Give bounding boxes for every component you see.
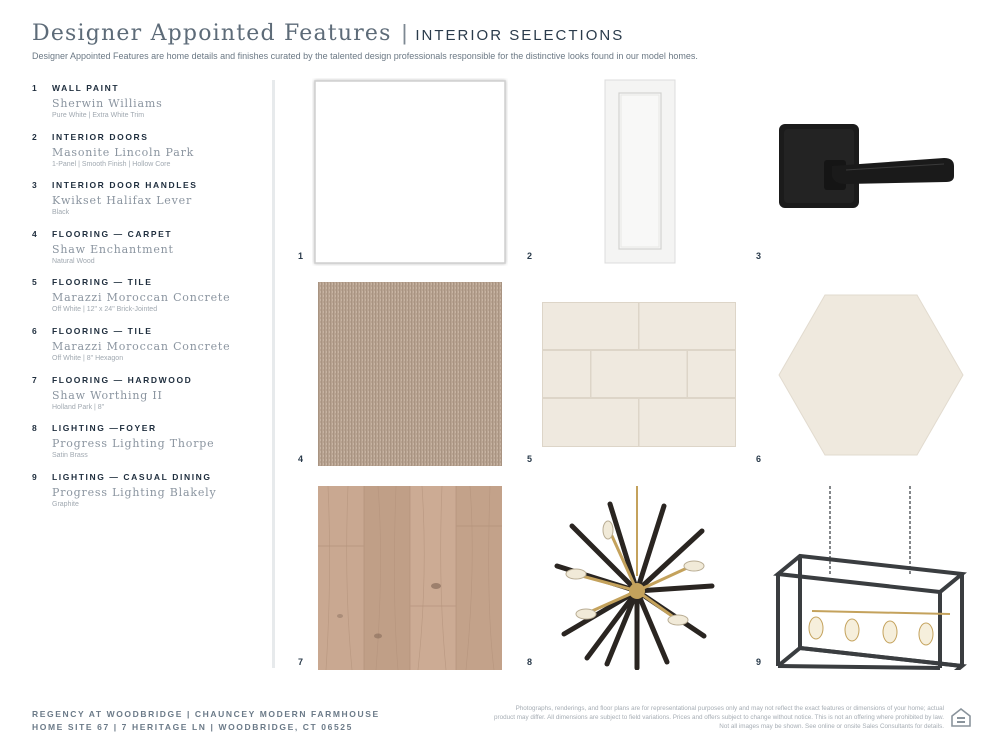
spec-product: Kwikset Halifax Lever (52, 194, 193, 208)
spec-item (32, 325, 272, 374)
tile-number: 4 (298, 454, 304, 464)
spec-number: 4 (32, 228, 39, 239)
spec-item (32, 228, 272, 277)
spec-category: WALL PAINT (52, 83, 120, 93)
spec-detail: Off White | 8" Hexagon (52, 354, 124, 362)
spec-product: Shaw Enchantment (52, 242, 174, 256)
page-title: Designer Appointed Features (32, 21, 392, 46)
column-divider (272, 80, 275, 668)
spec-item (32, 471, 272, 520)
spec-detail: Natural Wood (52, 257, 95, 265)
spec-product: Shaw Worthing II (52, 388, 163, 402)
spec-item (32, 374, 272, 423)
spec-product: Progress Lighting Blakely (52, 485, 217, 499)
title-separator: | (401, 20, 408, 45)
paint-swatch-icon (312, 78, 508, 266)
spec-item (32, 82, 272, 131)
brick-tile-icon (542, 302, 736, 447)
spec-category: FLOORING — TILE (52, 325, 153, 336)
spec-product: Masonite Lincoln Park (52, 145, 195, 159)
spec-category: INTERIOR DOOR HANDLES (52, 180, 198, 191)
spec-category: FLOORING — HARDWOOD (52, 374, 193, 385)
spec-detail: Black (52, 209, 70, 217)
footer-community: REGENCY AT WOODBRIDGE | CHAUNCEY MODERN FARMHOUSE (32, 709, 380, 719)
spec-number: 9 (32, 471, 39, 482)
spec-number: 3 (32, 180, 39, 191)
spec-detail: Satin Brass (52, 452, 88, 460)
spec-item (32, 131, 272, 180)
door-icon (604, 79, 676, 264)
tile-number: 3 (756, 251, 762, 261)
spec-detail: Graphite (52, 500, 79, 508)
page-header (32, 20, 972, 61)
tile-number: 1 (298, 251, 304, 261)
page-description: Designer Appointed Features are home details and finishes curated by the talented design professionals responsible for the distinctive looks found in our model homes. (32, 51, 698, 61)
spec-item (32, 276, 272, 325)
tile-number: 9 (756, 657, 762, 667)
spec-detail: Off White | 12" x 24" Brick-Jointed (52, 306, 158, 314)
spec-category: LIGHTING —FOYER (52, 423, 157, 434)
spec-item (32, 422, 272, 471)
tile-number: 7 (298, 657, 304, 667)
tile-number: 5 (527, 454, 533, 464)
carpet-swatch-icon (318, 282, 502, 466)
linear-chandelier-icon (772, 486, 968, 670)
spec-list (32, 82, 272, 519)
tile-number: 2 (527, 251, 533, 261)
footer-disclaimer: Photographs, renderings, and floor plans are for representational purposes only and may not reflect the exact features or dimensions of your home; actual product may differ. All dimensions are subject to field variations. Prices and offers subject to change without notice. This is not an offering where prohibited by law. Not all images may be shown. See online or onsite Sales Consultants for details. (494, 705, 945, 730)
title-row (32, 20, 972, 46)
equal-housing-opportunity-icon (950, 706, 972, 728)
hexagon-tile-icon (778, 294, 964, 456)
tile-number: 8 (527, 657, 533, 667)
spec-category: FLOORING — TILE (52, 277, 153, 288)
spec-detail: Pure White | Extra White Trim (52, 112, 145, 119)
spec-category: LIGHTING — CASUAL DINING (52, 471, 212, 482)
spec-item (32, 179, 272, 228)
spec-number: 2 (32, 131, 39, 142)
spec-category: INTERIOR DOORS (52, 131, 149, 142)
spec-number: 7 (32, 374, 39, 385)
spec-product: Marazzi Moroccan Concrete (52, 291, 231, 305)
spec-product: Marazzi Moroccan Concrete (52, 339, 231, 353)
spec-product: Progress Lighting Thorpe (52, 437, 215, 451)
spec-number: 1 (32, 83, 39, 93)
footer-address (32, 708, 380, 734)
spec-number: 8 (32, 423, 39, 434)
sputnik-chandelier-icon (552, 486, 722, 670)
hardwood-swatch-icon (318, 486, 502, 670)
door-lever-icon (776, 118, 966, 218)
spec-detail: Holland Park | 8" (52, 403, 105, 411)
spec-product: Sherwin Williams (52, 97, 163, 110)
spec-number: 6 (32, 325, 39, 336)
spec-number: 5 (32, 277, 39, 288)
footer-homesite: HOME SITE 67 | 7 HERITAGE LN | WOODBRIDGE, CT 06525 (32, 722, 353, 732)
spec-category: FLOORING — CARPET (52, 228, 173, 239)
spec-detail: 1-Panel | Smooth Finish | Hollow Core (52, 160, 171, 168)
page-subtitle: INTERIOR SELECTIONS (415, 27, 625, 44)
tile-number: 6 (756, 454, 762, 464)
